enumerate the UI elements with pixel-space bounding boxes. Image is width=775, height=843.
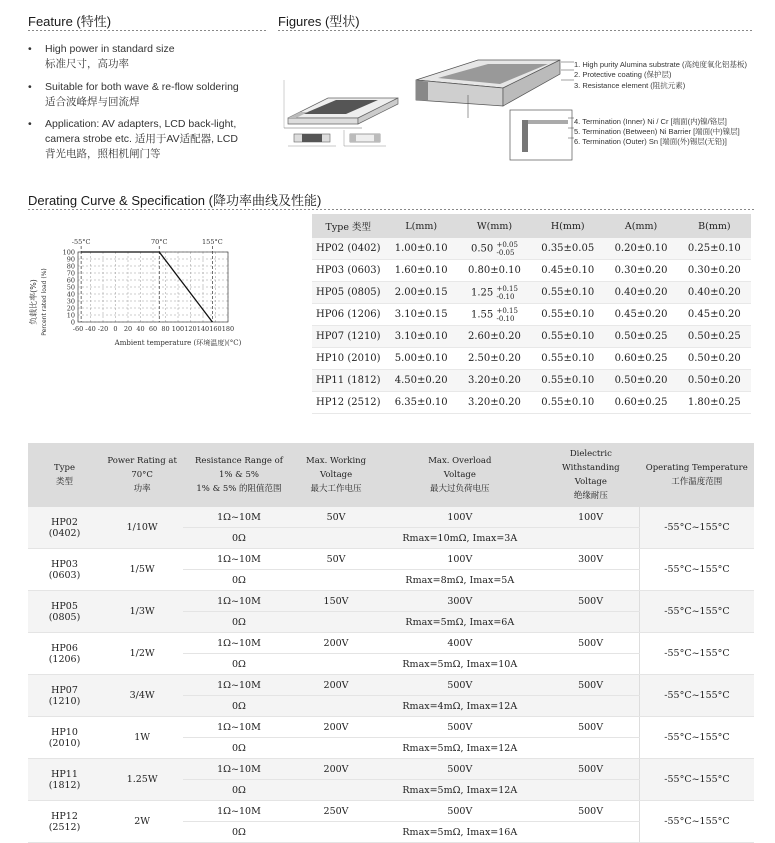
feature-title: Feature (特性) xyxy=(28,14,112,29)
cell-overload-voltage: 500V xyxy=(377,801,542,822)
chart-grid xyxy=(78,252,228,322)
col-dielectric: Dielectric Withstanding Voltage 绝缘耐压 xyxy=(542,443,639,507)
cell-power: 1/3W xyxy=(101,591,183,633)
cell-overload-voltage: 500V xyxy=(377,675,542,696)
cell-rmax: Rmax=5mΩ, Imax=16A xyxy=(377,822,542,843)
resistor-drawings xyxy=(278,40,578,170)
col-overload-voltage: Max. Overload Voltage 最大过负荷电压 xyxy=(377,443,542,507)
col-h: H(mm) xyxy=(531,214,604,238)
cell-working-voltage: 200V xyxy=(295,633,378,654)
table-row xyxy=(312,370,751,392)
cell-power: 1/5W xyxy=(101,549,183,591)
cell-overload-voltage: 400V xyxy=(377,633,542,654)
cell-a: 0.60±0.25 xyxy=(604,348,677,370)
cell-empty xyxy=(295,612,378,633)
cell-range: 1Ω~10M xyxy=(183,759,294,780)
cell-h: 0.55±0.10 xyxy=(531,392,604,414)
table-row xyxy=(312,304,751,326)
cell-temperature: -55°C~155°C xyxy=(639,675,754,717)
cell-type: HP06 (1206) xyxy=(28,633,101,675)
cell-b: 0.45±0.20 xyxy=(678,304,751,326)
cell-range: 1Ω~10M xyxy=(183,591,294,612)
cell-zero-ohm: 0Ω xyxy=(183,822,294,843)
cell-h: 0.35±0.05 xyxy=(531,238,604,260)
bullet-icon: • xyxy=(28,43,32,55)
figure-label: 3. Resistance element (阻抗元素) xyxy=(574,81,686,90)
cell-working-voltage: 200V xyxy=(295,675,378,696)
x-tick-label: 160 xyxy=(209,325,222,333)
cell-a: 0.50±0.20 xyxy=(604,370,677,392)
col-l: L(mm) xyxy=(385,214,458,238)
cell-rmax: Rmax=10mΩ, Imax=3A xyxy=(377,528,542,549)
figure-label: 4. Termination (Inner) Ni / Cr [端面(内)镍/铬层] xyxy=(574,117,727,126)
cell-power: 2W xyxy=(101,801,183,843)
y-tick-label: 80 xyxy=(66,262,75,271)
cell-h: 0.55±0.10 xyxy=(531,304,604,326)
feature-bullet-en: Application: AV adapters, LCD back-light, camera strobe etc. 适用于AV适配器, LCD xyxy=(45,118,238,145)
cell-h: 0.45±0.10 xyxy=(531,260,604,282)
y-tick-label: 40 xyxy=(66,290,75,299)
cell-empty xyxy=(542,570,639,591)
bullet-icon: • xyxy=(28,118,32,130)
cell-working-voltage: 250V xyxy=(295,801,378,822)
cell-temperature: -55°C~155°C xyxy=(639,759,754,801)
cell-dielectric: 500V xyxy=(542,759,639,780)
table-row xyxy=(312,348,751,370)
marker-label: 70°C xyxy=(151,238,168,246)
x-tick-label: 20 xyxy=(123,325,133,333)
cell-b: 1.80±0.25 xyxy=(678,392,751,414)
cell-range: 1Ω~10M xyxy=(183,675,294,696)
rating-table xyxy=(28,443,754,843)
cell-range: 1Ω~10M xyxy=(183,717,294,738)
table-row xyxy=(312,260,751,282)
table-row xyxy=(28,591,754,612)
table-row xyxy=(28,801,754,822)
cell-rmax: Rmax=5mΩ, Imax=12A xyxy=(377,780,542,801)
derating-title: Derating Curve & Specification (降功率曲线及性能) xyxy=(28,193,322,208)
cell-dielectric: 300V xyxy=(542,549,639,570)
cell-rmax: Rmax=5mΩ, Imax=10A xyxy=(377,654,542,675)
table-row xyxy=(312,326,751,348)
cell-l: 3.10±0.15 xyxy=(385,304,458,326)
cell-a: 0.60±0.25 xyxy=(604,392,677,414)
y-tick-label: 30 xyxy=(66,297,75,306)
bullet-icon: • xyxy=(28,81,32,93)
cell-empty xyxy=(295,528,378,549)
cell-type: HP10 (2010) xyxy=(312,348,385,370)
cell-empty xyxy=(542,780,639,801)
cell-empty xyxy=(295,696,378,717)
cell-h: 0.55±0.10 xyxy=(531,282,604,304)
figure-label: 2. Protective coating (保护层) xyxy=(574,70,672,79)
feature-bullet xyxy=(28,42,258,72)
cell-working-voltage: 50V xyxy=(295,507,378,528)
cell-type: HP07 (1210) xyxy=(28,675,101,717)
cell-b: 0.50±0.20 xyxy=(678,370,751,392)
cell-type: HP05 (0805) xyxy=(28,591,101,633)
col-w: W(mm) xyxy=(458,214,531,238)
cell-w: 2.60±0.20 xyxy=(458,326,531,348)
cell-empty xyxy=(542,738,639,759)
cell-range: 1Ω~10M xyxy=(183,801,294,822)
cell-h: 0.55±0.10 xyxy=(531,326,604,348)
cell-empty xyxy=(542,528,639,549)
cell-l: 1.00±0.10 xyxy=(385,238,458,260)
cell-rmax: Rmax=5mΩ, Imax=12A xyxy=(377,738,542,759)
cell-power: 1/2W xyxy=(101,633,183,675)
cell-a: 0.30±0.20 xyxy=(604,260,677,282)
cell-overload-voltage: 500V xyxy=(377,759,542,780)
figure-label: 6. Termination (Outer) Sn [端面(外)锡层(无铅)] xyxy=(574,137,727,146)
chip-isometric-figure xyxy=(284,80,398,128)
y-tick-label: 100 xyxy=(62,248,75,257)
cell-working-voltage: 200V xyxy=(295,759,378,780)
cell-type: HP12 (2512) xyxy=(312,392,385,414)
col-a: A(mm) xyxy=(604,214,677,238)
feature-bullet-cn: 标准尺寸，高功率 xyxy=(45,58,129,70)
cell-empty xyxy=(542,822,639,843)
cell-temperature: -55°C~155°C xyxy=(639,591,754,633)
cell-w: 1.25 +0.15 -0.10 xyxy=(458,282,531,304)
cell-w: 2.50±0.20 xyxy=(458,348,531,370)
cell-w: 0.80±0.10 xyxy=(458,260,531,282)
cell-range: 1Ω~10M xyxy=(183,507,294,528)
cell-type: HP11 (1812) xyxy=(28,759,101,801)
feature-bullet xyxy=(28,117,258,162)
cell-type: HP11 (1812) xyxy=(312,370,385,392)
cell-dielectric: 500V xyxy=(542,633,639,654)
marker-label: 155°C xyxy=(202,238,223,246)
cell-working-voltage: 50V xyxy=(295,549,378,570)
cell-rmax: Rmax=8mΩ, Imax=5A xyxy=(377,570,542,591)
figures-divider xyxy=(278,30,754,31)
cell-rmax: Rmax=5mΩ, Imax=6A xyxy=(377,612,542,633)
col-power: Power Rating at 70°C 功率 xyxy=(101,443,183,507)
cell-working-voltage: 150V xyxy=(295,591,378,612)
table-row xyxy=(28,549,754,570)
cell-b: 0.30±0.20 xyxy=(678,260,751,282)
cell-type: HP02 (0402) xyxy=(312,238,385,260)
feature-bullet xyxy=(28,80,258,110)
figure-label: 5. Termination (Between) Ni Barrier [端面(中)镍层] xyxy=(574,127,740,136)
cell-temperature: -55°C~155°C xyxy=(639,801,754,843)
cell-a: 0.20±0.10 xyxy=(604,238,677,260)
derating-chart xyxy=(28,232,308,352)
cell-temperature: -55°C~155°C xyxy=(639,633,754,675)
x-tick-label: -40 xyxy=(85,325,96,333)
cell-overload-voltage: 100V xyxy=(377,507,542,528)
table-row xyxy=(28,633,754,654)
cell-w: 3.20±0.20 xyxy=(458,392,531,414)
table-row xyxy=(28,759,754,780)
cell-type: HP07 (1210) xyxy=(312,326,385,348)
x-tick-label: 120 xyxy=(184,325,197,333)
table-header-row xyxy=(28,443,754,507)
cell-zero-ohm: 0Ω xyxy=(183,570,294,591)
cell-empty xyxy=(295,780,378,801)
chart-ylabel-en: Percent rated load (%) xyxy=(41,268,48,336)
cell-temperature: -55°C~155°C xyxy=(639,717,754,759)
cell-l: 3.10±0.10 xyxy=(385,326,458,348)
cell-range: 1Ω~10M xyxy=(183,549,294,570)
cell-a: 0.40±0.20 xyxy=(604,282,677,304)
table-row xyxy=(312,392,751,414)
cell-h: 0.55±0.10 xyxy=(531,348,604,370)
x-tick-label: -20 xyxy=(97,325,109,333)
cell-l: 6.35±0.10 xyxy=(385,392,458,414)
cell-type: HP10 (2010) xyxy=(28,717,101,759)
plot-frame xyxy=(78,252,228,322)
figure-label: 1. High purity Alumina substrate (高纯度氧化铝基板) xyxy=(574,60,747,69)
feature-bullet-cn: 适合波峰焊与回流焊 xyxy=(45,96,140,108)
cell-empty xyxy=(542,696,639,717)
x-tick-label: 0 xyxy=(113,325,118,333)
cell-w: 3.20±0.20 xyxy=(458,370,531,392)
cell-power: 1/10W xyxy=(101,507,183,549)
cell-type: HP12 (2512) xyxy=(28,801,101,843)
cell-type: HP03 (0603) xyxy=(312,260,385,282)
cell-temperature: -55°C~155°C xyxy=(639,507,754,549)
cell-dielectric: 100V xyxy=(542,507,639,528)
dimension-table xyxy=(312,214,751,414)
cell-dielectric: 500V xyxy=(542,801,639,822)
cell-l: 2.00±0.15 xyxy=(385,282,458,304)
table-row xyxy=(312,238,751,260)
cell-type: HP06 (1206) xyxy=(312,304,385,326)
x-tick-label: 60 xyxy=(148,325,158,333)
cell-empty xyxy=(295,654,378,675)
cell-zero-ohm: 0Ω xyxy=(183,696,294,717)
table-row xyxy=(28,507,754,528)
cell-zero-ohm: 0Ω xyxy=(183,612,294,633)
cell-empty xyxy=(295,822,378,843)
cell-zero-ohm: 0Ω xyxy=(183,528,294,549)
cell-power: 1.25W xyxy=(101,759,183,801)
cell-b: 0.40±0.20 xyxy=(678,282,751,304)
feature-bullet-cn: 背光电路，照相机闸门等 xyxy=(45,148,161,160)
cell-empty xyxy=(542,654,639,675)
cell-empty xyxy=(295,570,378,591)
cell-empty xyxy=(542,612,639,633)
cell-dielectric: 500V xyxy=(542,591,639,612)
table-row xyxy=(312,282,751,304)
x-tick-label: 40 xyxy=(136,325,145,333)
col-range: Resistance Range of 1% & 5% 1% & 5% 的阻值范围 xyxy=(183,443,294,507)
y-tick-label: 70 xyxy=(66,269,75,278)
col-type: Type 类型 xyxy=(28,443,101,507)
cell-h: 0.55±0.10 xyxy=(531,370,604,392)
chip-top-view-figure xyxy=(288,130,386,146)
cell-type: HP02 (0402) xyxy=(28,507,101,549)
y-tick-label: 60 xyxy=(66,276,75,285)
cell-b: 0.25±0.10 xyxy=(678,238,751,260)
table-header-row xyxy=(312,214,751,238)
chart-xlabel: Ambient temperature (环境温度)(°C) xyxy=(114,339,242,347)
cell-zero-ohm: 0Ω xyxy=(183,738,294,759)
cell-zero-ohm: 0Ω xyxy=(183,780,294,801)
x-tick-label: 180 xyxy=(221,325,235,333)
chart-ylabel-cn: 负载比率(%) xyxy=(29,279,38,325)
cell-w: 0.50 +0.05 -0.05 xyxy=(458,238,531,260)
cell-type: HP05 (0805) xyxy=(312,282,385,304)
x-tick-label: 140 xyxy=(196,325,210,333)
col-working-voltage: Max. Working Voltage 最大工作电压 xyxy=(295,443,378,507)
cell-overload-voltage: 100V xyxy=(377,549,542,570)
cell-range: 1Ω~10M xyxy=(183,633,294,654)
col-type: Type 类型 xyxy=(312,214,385,238)
cell-overload-voltage: 300V xyxy=(377,591,542,612)
cell-a: 0.50±0.25 xyxy=(604,326,677,348)
cell-dielectric: 500V xyxy=(542,675,639,696)
cell-l: 5.00±0.10 xyxy=(385,348,458,370)
cell-working-voltage: 200V xyxy=(295,717,378,738)
cell-rmax: Rmax=4mΩ, Imax=12A xyxy=(377,696,542,717)
figures-title: Figures (型状) xyxy=(278,14,360,29)
y-tick-label: 50 xyxy=(66,283,75,292)
derating-divider xyxy=(28,209,754,210)
cell-a: 0.45±0.20 xyxy=(604,304,677,326)
col-temperature: Operating Temperature 工作温度范围 xyxy=(639,443,754,507)
cell-power: 3/4W xyxy=(101,675,183,717)
cell-b: 0.50±0.20 xyxy=(678,348,751,370)
cell-b: 0.50±0.25 xyxy=(678,326,751,348)
table-row xyxy=(28,717,754,738)
cell-l: 4.50±0.20 xyxy=(385,370,458,392)
y-tick-label: 20 xyxy=(66,304,75,313)
y-tick-label: 0 xyxy=(70,318,75,327)
x-tick-label: 100 xyxy=(171,325,185,333)
cell-temperature: -55°C~155°C xyxy=(639,549,754,591)
y-tick-label: 90 xyxy=(66,255,75,264)
chip-cutaway-figure xyxy=(416,60,574,160)
cell-l: 1.60±0.10 xyxy=(385,260,458,282)
cell-type: HP03 (0603) xyxy=(28,549,101,591)
marker-label: -55°C xyxy=(71,238,91,246)
table-row xyxy=(28,675,754,696)
cell-power: 1W xyxy=(101,717,183,759)
cell-overload-voltage: 500V xyxy=(377,717,542,738)
x-tick-label: 80 xyxy=(161,325,170,333)
col-b: B(mm) xyxy=(678,214,751,238)
feature-divider xyxy=(28,30,268,31)
feature-bullet-en: High power in standard size xyxy=(45,43,175,55)
y-tick-label: 10 xyxy=(66,311,75,320)
x-tick-label: -60 xyxy=(72,325,84,333)
cell-w: 1.55 +0.15 -0.10 xyxy=(458,304,531,326)
cell-dielectric: 500V xyxy=(542,717,639,738)
feature-bullet-en: Suitable for both wave & re-flow soldering xyxy=(45,81,239,93)
cell-empty xyxy=(295,738,378,759)
cell-zero-ohm: 0Ω xyxy=(183,654,294,675)
